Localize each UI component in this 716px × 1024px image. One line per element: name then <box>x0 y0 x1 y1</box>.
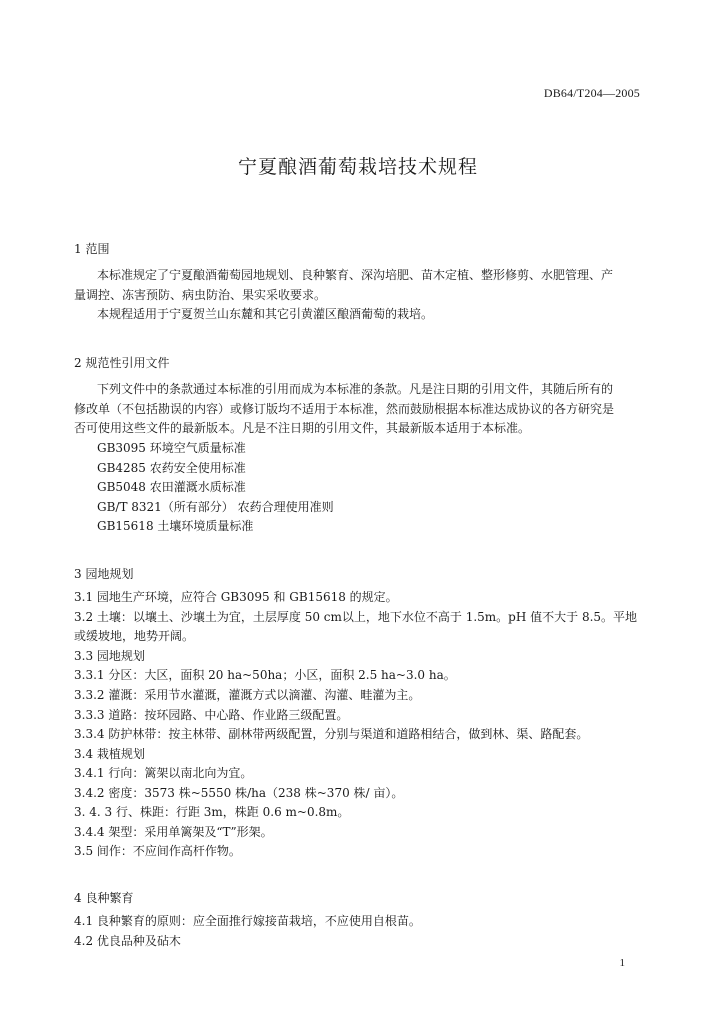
document-title: 宁夏酿酒葡萄栽培技术规程 <box>237 156 478 178</box>
section-heading-references: 2 规范性引用文件 <box>74 356 170 370</box>
clause-line: 3.4.4 架型：采用单篱架及“T”形架。 <box>74 825 273 839</box>
reference-item: GB3095 环境空气质量标准 <box>97 441 246 455</box>
clause-line: 3.4.1 行向：篱架以南北向为宜。 <box>74 766 253 780</box>
clause-line: 3.4 栽植规划 <box>74 747 145 761</box>
clause-line: 3.3.4 防护林带：按主林带、副林带两级配置，分别与渠道和道路相结合，做到林、渠、路配套。 <box>74 727 589 741</box>
paragraph-line: 本规程适用于宁夏贺兰山东麓和其它引黄灌区酿酒葡萄的栽培。 <box>97 307 434 321</box>
paragraph-line: 本标准规定了宁夏酿酒葡萄园地规划、良种繁育、深沟培肥、苗木定植、整形修剪、水肥管理、产 <box>97 268 614 282</box>
document-code: DB64/T204—2005 <box>543 86 640 100</box>
clause-line: 3. 4. 3 行、株距：行距 3m，株距 0.6 m~0.8m。 <box>74 805 350 819</box>
clause-line: 3.3.2 灌溉：采用节水灌溉，灌溉方式以滴灌、沟灌、畦灌为主。 <box>74 688 421 702</box>
paragraph-line: 下列文件中的条款通过本标准的引用而成为本标准的条款。凡是注日期的引用文件，其随后所有的 <box>97 382 614 396</box>
clause-line: 3.5 间作：不应间作高杆作物。 <box>74 844 241 858</box>
clause-line: 4.2 优良品种及砧木 <box>74 934 181 948</box>
page-number: 1 <box>619 957 625 969</box>
clause-line: 3.2 土壤：以壤土、沙壤土为宜，土层厚度 50 cm以上，地下水位不高于 1.5m。pH 值不大于 8.5。平地 <box>74 610 638 624</box>
paragraph-line: 量调控、冻害预防、病虫防治、果实采收要求。 <box>74 288 327 302</box>
section-heading-planning: 3 园地规划 <box>74 567 134 581</box>
clause-line: 或缓坡地，地势开阔。 <box>74 629 195 643</box>
clause-line: 3.4.2 密度：3573 株~5550 株/ha（238 株~370 株/ 亩）。 <box>74 786 404 800</box>
section-heading-scope: 1 范围 <box>74 242 110 256</box>
reference-item: GB/T 8321（所有部分） 农药合理使用准则 <box>97 500 334 514</box>
clause-line: 3.3 园地规划 <box>74 649 145 663</box>
clause-line: 4.1 良种繁育的原则：应全面推行嫁接苗栽培，不应使用自根苗。 <box>74 914 421 928</box>
clause-line: 3.1 园地生产环境，应符合 GB3095 和 GB15618 的规定。 <box>74 590 398 604</box>
clause-line: 3.3.1 分区：大区，面积 20 ha~50ha；小区，面积 2.5 ha~3.0 ha。 <box>74 668 456 682</box>
reference-item: GB15618 土壤环境质量标准 <box>97 519 254 533</box>
section-heading-breeding: 4 良种繁育 <box>74 891 134 905</box>
paragraph-line: 修改单（不包括勘误的内容）或修订版均不适用于本标准，然而鼓励根据本标准达成协议的各方研究是 <box>74 402 615 416</box>
clause-line: 3.3.3 道路：按环园路、中心路、作业路三级配置。 <box>74 708 349 722</box>
reference-item: GB4285 农药安全使用标准 <box>97 461 246 475</box>
reference-item: GB5048 农田灌溉水质标准 <box>97 480 246 494</box>
paragraph-line: 否可使用这些文件的最新版本。凡是不注日期的引用文件，其最新版本适用于本标准。 <box>74 421 531 435</box>
